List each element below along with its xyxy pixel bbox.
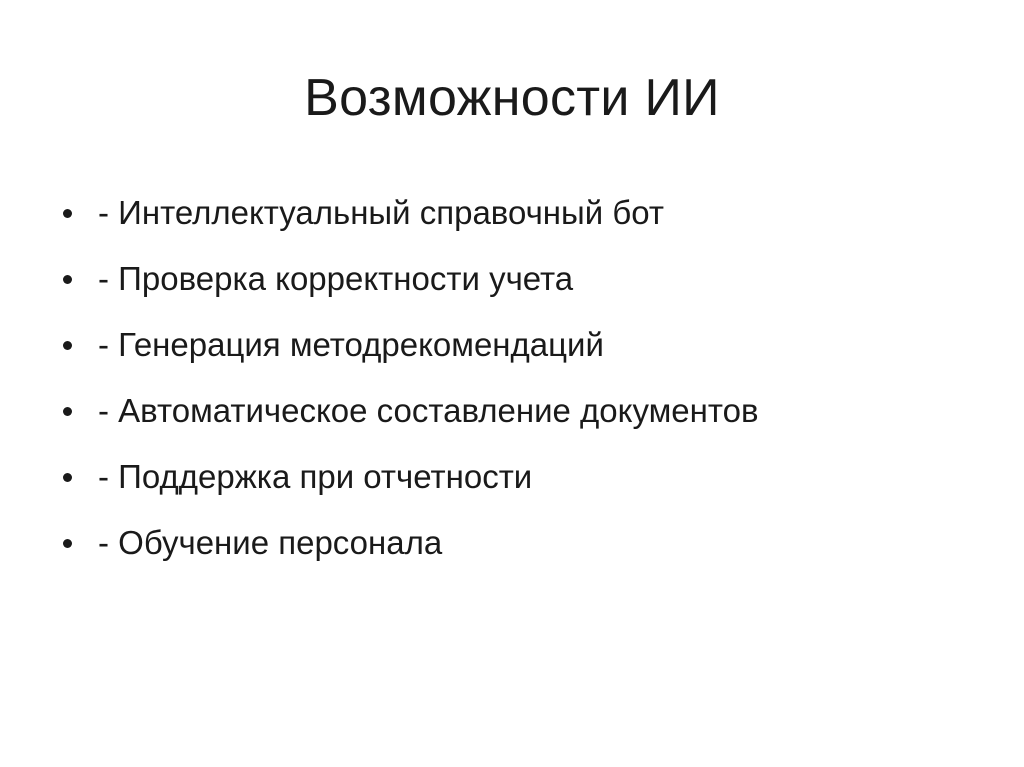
bullet-item <box>60 312 758 378</box>
bullet-item <box>60 510 758 576</box>
bullet-dot-icon <box>63 341 72 350</box>
bullet-item <box>60 180 758 246</box>
bullet-dot-icon <box>63 539 72 548</box>
bullet-text: - Интеллектуальный справочный бот <box>98 194 664 231</box>
bullet-item <box>60 246 758 312</box>
bullet-text: - Поддержка при отчетности <box>98 458 533 495</box>
bullet-dot-icon <box>63 209 72 218</box>
bullet-item <box>60 444 758 510</box>
bullet-text: - Обучение персонала <box>98 524 443 561</box>
bullet-text: - Автоматическое составление документов <box>98 392 759 429</box>
slide-title: Возможности ИИ <box>304 69 720 127</box>
bullet-item <box>60 378 758 444</box>
bullet-text: - Проверка корректности учета <box>98 260 574 297</box>
bullet-dot-icon <box>63 473 72 482</box>
bullet-text: - Генерация методрекомендаций <box>98 326 604 363</box>
bullet-list <box>60 180 758 576</box>
bullet-dot-icon <box>63 407 72 416</box>
bullet-dot-icon <box>63 275 72 284</box>
